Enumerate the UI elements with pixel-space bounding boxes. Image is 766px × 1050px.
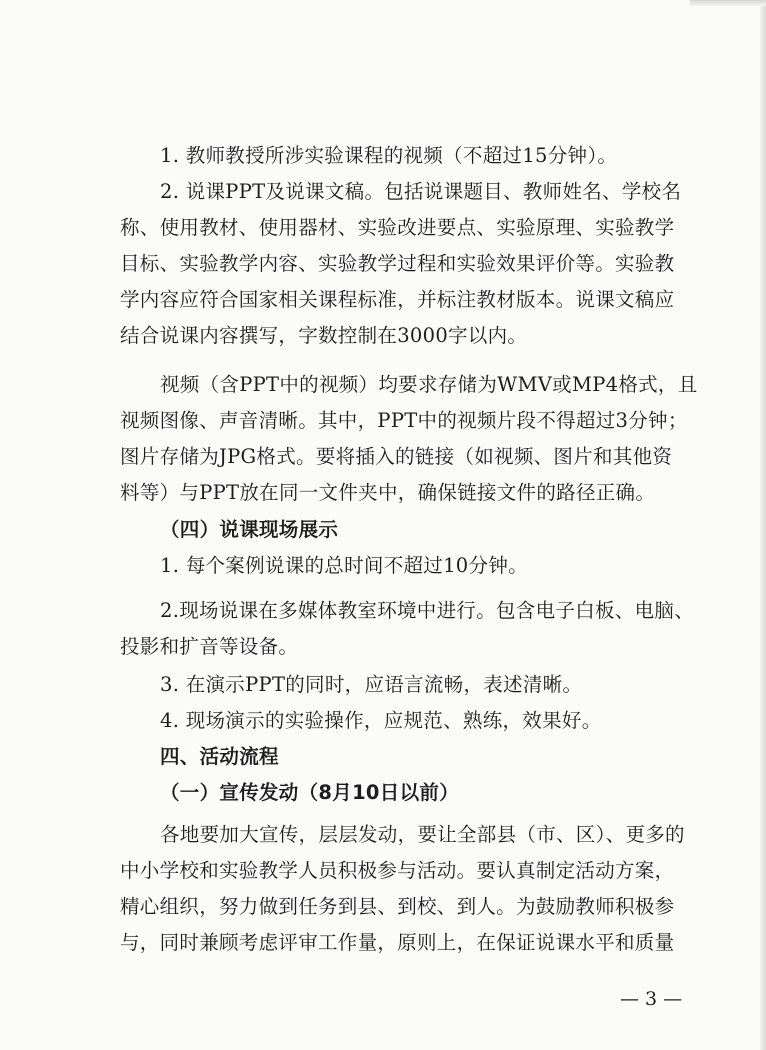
paragraph-line: 料等）与PPT放在同一文件夹中，确保链接文件的路径正确。 <box>120 481 656 504</box>
paragraph-line: 2. 说课PPT及说课文稿。包括说课题目、教师姓名、学校名 <box>160 180 682 203</box>
paragraph-line: 3. 在演示PPT的同时，应语言流畅，表述清晰。 <box>160 673 583 696</box>
paragraph-line: 1. 每个案例说课的总时间不超过10分钟。 <box>160 554 528 577</box>
paragraph-line: 2.现场说课在多媒体教室环境中进行。包含电子白板、电脑、 <box>160 599 695 622</box>
paragraph-line: 投影和扩音等设备。 <box>120 635 299 658</box>
paragraph-line: 学内容应符合国家相关课程标准，并标注教材版本。说课文稿应 <box>120 288 675 311</box>
paragraph-line: 1. 教师教授所涉实验课程的视频（不超过15分钟）。 <box>160 144 618 167</box>
paragraph-line: 称、使用教材、使用器材、实验改进要点、实验原理、实验教学 <box>120 216 675 239</box>
scan-edge-shadow <box>760 0 766 1050</box>
section-heading: 四、活动流程 <box>160 745 279 768</box>
section-heading: （四）说课现场展示 <box>160 518 339 541</box>
paragraph-line: 视频（含PPT中的视频）均要求存储为WMV或MP4格式，且 <box>160 373 698 396</box>
paragraph-line: 精心组织，努力做到任务到县、到校、到人。为鼓励教师积极参 <box>120 895 675 918</box>
scan-corner-shadow <box>690 0 766 6</box>
paragraph-line: 与，同时兼顾考虑评审工作量，原则上，在保证说课水平和质量 <box>120 931 675 954</box>
paragraph-line: 图片存储为JPG格式。要将插入的链接（如视频、图片和其他资 <box>120 445 673 468</box>
paragraph-line: 结合说课内容撰写，字数控制在3000字以内。 <box>120 324 528 347</box>
section-heading: （一）宣传发动（8月10日以前） <box>160 781 460 804</box>
paragraph-line: 各地要加大宣传，层层发动，要让全部县（市、区）、更多的 <box>160 823 685 846</box>
paragraph-line: 中小学校和实验教学人员积极参与活动。要认真制定活动方案， <box>120 859 675 882</box>
paragraph-line: 4. 现场演示的实验操作，应规范、熟练，效果好。 <box>160 709 602 732</box>
paragraph-line: 视频图像、声音清晰。其中，PPT中的视频片段不得超过3分钟； <box>120 409 688 432</box>
paragraph-line: 目标、实验教学内容、实验教学过程和实验效果评价等。实验教 <box>120 252 675 275</box>
page-number: — 3 — <box>620 988 683 1010</box>
